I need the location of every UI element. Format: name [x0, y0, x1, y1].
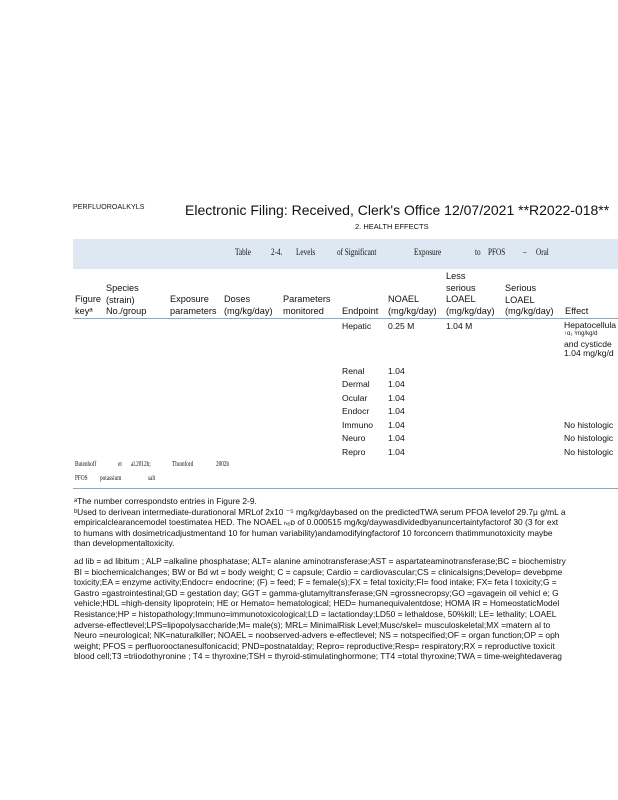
study-author: Thomford [172, 460, 194, 468]
effect-cell: Hepatocellula ↑α₁ ¹mg/kg/d and cysticde 1.04 mg/kg/d [564, 320, 617, 359]
col-header-doses: Doses (mg/kg/day) [224, 294, 273, 316]
col-header-species: Species (strain) No./group [106, 283, 147, 316]
table-title-word: 2-4. [271, 247, 283, 257]
table-title-word: to [475, 247, 481, 257]
col-header-effect: Effect [565, 306, 589, 316]
endpoint-cell: Dermal [342, 379, 370, 389]
abbreviation-line: Gastro =gastrointestinal;GD = gestation day; GGT = gamma-glutamyltransferase;GN =grossnecropsy;GO =gavagein oil vehicl e; G [74, 587, 559, 598]
header-rule [73, 318, 618, 319]
endpoint-cell: Repro [342, 447, 366, 457]
study-author: et [118, 460, 122, 468]
study-compound: PFOS [75, 474, 88, 482]
col-header-exposure: Exposure parameters [170, 294, 217, 316]
effect-cell: No histologic [564, 433, 614, 443]
abbreviation-line: toxicity;EA = enzyme activity;Endocr= endocrine; (F) = feed; F = female(s);FX = fetal toxicity;FI= food intake; FX= feta l toxicity;G = [74, 577, 557, 588]
abbreviation-line: BI = biochemicalchanges; BW or Bd wt = body weight; C = capsule; Cardio = cardiovascular;CS = clinicalsigns;Develop= devebpme [74, 566, 563, 577]
col-header-endpoint: Endpoint [342, 306, 379, 316]
noael-cell: 1.04 [388, 393, 405, 403]
table-title-band [73, 239, 618, 269]
endpoint-cell: Endocr [342, 406, 370, 416]
less-serious-cell: 1.04 M [446, 321, 473, 331]
col-header-figure-key: Figure keyᵃ [75, 294, 102, 316]
abbreviation-line: vehicle;HDL =high-density lipoprotein; HE or Hemato= hematological; HED= humanequivalentdose; HOMA IR = HomeostaticModel [74, 598, 560, 609]
noael-cell: 1.04 [388, 366, 405, 376]
footnote-line: empiricalclearancemodel toestimatea HED. The NOAEL ₕₑᴅ of 0.000515 mg/kg/daywasdividedbyanuncertaintyfactorof 30 (3 for ext [74, 517, 559, 528]
abbreviation-line: ad lib = ad libitum ; ALP =alkaline phosphatase; ALT= alanine aminotransferase;AST = aspartateaminotransferase;BC = biochemistry [74, 555, 566, 566]
table-bottom-rule [73, 488, 618, 489]
study-compound: potassium [100, 474, 122, 482]
table-title-word: PFOS [488, 247, 506, 257]
footnote-line: ᵃThe number correspondsto entries in Figure 2-9. [74, 496, 257, 506]
footnote-line: to humans with dosimetricadjustmentand 10 for human variability)andamodifyingfactorof 10 forconcern thatimmunotoxicity maybe [74, 527, 553, 538]
abbreviation-line: Resistance;HP = histopathology;Immuno=immunotoxicological;LD = lactationday;LD50 = lethaldose, 50%kill; LE= lethality; LOAEL [74, 608, 557, 619]
col-header-noael: NOAEL (mg/kg/day) [388, 294, 437, 316]
col-header-serious-loael: Serious LOAEL (mg/kg/day) [505, 283, 554, 316]
noael-cell: 0.25 M [388, 321, 415, 331]
endpoint-cell: Immuno [342, 420, 374, 430]
abbreviation-line: Neuro =neurological; NK=naturalkiller; NOAEL = noobserved-advers e-effectlevel; NS = notspecified;OF = organ function;OP = oph [74, 630, 560, 641]
endpoint-cell: Renal [342, 366, 365, 376]
running-head: PERFLUOROALKYLS [73, 204, 145, 211]
col-header-parameters: Parameters monitored [283, 294, 331, 316]
endpoint-cell: Neuro [342, 433, 366, 443]
footnote-line: ᵇUsed to derivean intermediate-durationoral MRLof 2x10 ⁻⁵ mg/kg/daybased on the predictedTWA serum PFOA levelof 29.7μ g/mL a [74, 506, 566, 517]
endpoint-cell: Hepatic [342, 321, 372, 331]
study-compound: salt [148, 474, 156, 482]
col-header-less-serious-loael: Less serious LOAEL (mg/kg/day) [446, 271, 495, 316]
filing-stamp: Electronic Filing: Received, Clerk's Office 12/07/2021 **R2022-018** [185, 202, 610, 218]
noael-cell: 1.04 [388, 379, 405, 389]
noael-cell: 1.04 [388, 433, 405, 443]
table-title-word: Oral [536, 247, 549, 257]
table-title-word: Levels [296, 247, 316, 257]
abbreviation-line: weight; PFOS = perfluorooctanesulfonicacid; PND=postnatalday; Repro= reproductive;Resp= respiratory;RX = reproductive toxicit [74, 640, 555, 651]
study-author: Butenhoff [75, 460, 97, 468]
study-author: al.2012b; [131, 460, 151, 468]
section-title: 2. HEALTH EFFECTS [355, 222, 429, 231]
abbreviation-line: adverse-effectlevel;LPS=lipopolysaccharide;M= male(s); MRL= MinimalRisk Level;Musc/skel= musculoskeletal;MX =matern al to [74, 619, 551, 630]
study-year: 2002b [216, 460, 230, 468]
noael-cell: 1.04 [388, 420, 405, 430]
effect-cell: No histologic [564, 447, 614, 457]
endpoint-cell: Ocular [342, 393, 368, 403]
table-title-word: of Significant [337, 247, 377, 257]
footnote-line: than developmentaltoxicity. [74, 538, 175, 549]
table-title-word: Table [235, 247, 251, 257]
abbreviation-line: blood cell;T3 =triiodothyronine ; T4 = thyroxine;TSH = thyroid-stimulatinghormone; TT4 =total thyroxine;TWA = time-weightedaverag [74, 651, 562, 662]
footnotes [74, 496, 618, 662]
noael-cell: 1.04 [388, 406, 405, 416]
noael-cell: 1.04 [388, 447, 405, 457]
table-title-word: Exposure [414, 247, 442, 257]
table-title-word: – [523, 247, 527, 257]
effect-cell: No histologic [564, 420, 614, 430]
